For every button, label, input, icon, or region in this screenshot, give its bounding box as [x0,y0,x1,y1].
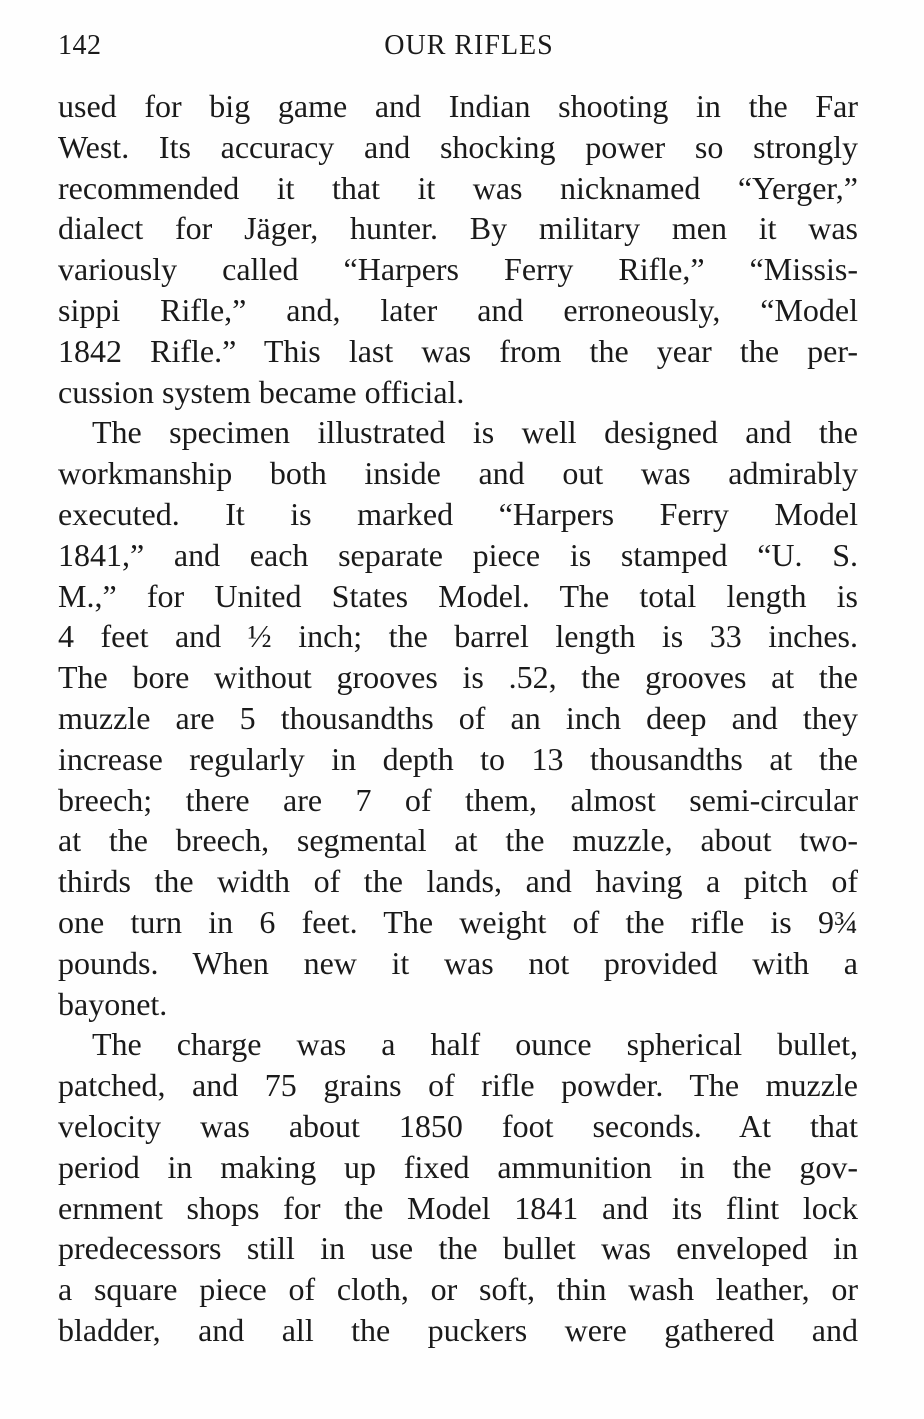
text-line: 1842 Rifle.” This last was from the year the per- [58,332,858,369]
text-line: ernment shops for the Model 1841 and its flint lock [58,1189,858,1226]
text-line: cussion system became official. [58,373,465,410]
text-line: variously called “Harpers Ferry Rifle,” “Missis- [58,251,858,288]
text-line: The specimen illustrated is well designed and the [92,414,858,451]
text-line: 1841,” and each separate piece is stamped “U. S. [58,536,858,573]
text-line: one turn in 6 feet. The weight of the rifle is 9¾ [58,903,858,940]
text-line: West. Its accuracy and shocking power so strongly [58,128,858,165]
text-line: M.,” for United States Model. The total length is [58,577,858,614]
paragraph-1 [58,86,858,412]
running-head [58,26,860,66]
text-line: predecessors still in use the bullet was enveloped in [58,1230,858,1267]
text-line: period in making up fixed ammunition in the gov- [58,1148,858,1185]
paragraph-3 [58,1024,858,1350]
text-line: velocity was about 1850 foot seconds. At that [58,1107,858,1144]
running-title: OUR RIFLES [384,30,554,61]
text-line: recommended it that it was nicknamed “Yerger,” [58,169,858,206]
text-line: 4 feet and ½ inch; the barrel length is 33 inches. [58,618,858,655]
text-line: increase regularly in depth to 13 thousandths at the [58,740,858,777]
text-line: muzzle are 5 thousandths of an inch deep and they [58,699,858,736]
text-line: pounds. When new it was not provided with a [58,944,858,981]
text-line: The charge was a half ounce spherical bullet, [92,1026,858,1063]
text-line: patched, and 75 grains of rifle powder. The muzzle [58,1067,858,1104]
text-line: thirds the width of the lands, and having a pitch of [58,863,858,900]
text-line: executed. It is marked “Harpers Ferry Model [58,495,858,532]
text-line: a square piece of cloth, or soft, thin wash leather, or [58,1271,858,1308]
text-line: sippi Rifle,” and, later and erroneously, “Model [58,291,858,328]
body-text [58,86,858,1351]
text-line: dialect for Jäger, hunter. By military men it was [58,210,858,247]
text-line: The bore without grooves is .52, the grooves at the [58,659,858,696]
page-number: 142 [58,30,102,61]
text-line: at the breech, segmental at the muzzle, about two- [58,822,858,859]
text-line: used for big game and Indian shooting in the Far [58,88,858,124]
text-line: bladder, and all the puckers were gathered and [58,1311,858,1348]
text-line: workmanship both inside and out was admirably [58,455,858,492]
text-line: bayonet. [58,985,168,1022]
text-line: breech; there are 7 of them, almost semi-circular [58,781,858,818]
paragraph-2 [58,412,858,1024]
